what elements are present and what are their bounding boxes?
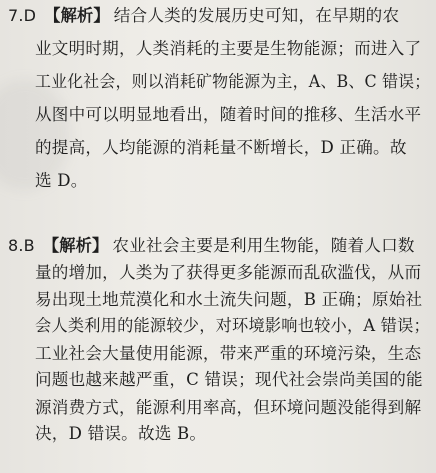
q8-line-3: 易出现土地荒漠化和水土流失问题，B 正确；原始社 bbox=[35, 290, 423, 309]
q7-number: 7.D bbox=[8, 6, 37, 25]
q8-analysis-tag: 【解析】 bbox=[42, 236, 109, 255]
q8-line-5: 工业社会大量使用能源，带来严重的环境污染，生态 bbox=[35, 344, 422, 363]
q7-line-3: 工业化社会，则以消耗矿物能源为主，A、B、C 错误； bbox=[35, 72, 431, 91]
q7-text-1: 结合人类的发展历史可知，在早期的农 bbox=[113, 6, 400, 25]
q8-line-1 bbox=[8, 236, 415, 256]
q8-line-6: 问题也越来越严重，C 错误；现代社会崇尚美国的能 bbox=[35, 370, 423, 389]
q8-line-8: 决，D 错误。故选 B。 bbox=[35, 424, 207, 443]
q7-line-2: 业文明时期，人类消耗的主要是生物能源；而进入了 bbox=[35, 39, 422, 58]
q8-line-7: 源消费方式，能源利用率高，但环境问题没能得到解 bbox=[35, 398, 422, 417]
q7-line-5: 的提高，人均能源的消耗量不断增长，D 正确。故 bbox=[35, 138, 407, 157]
q7-analysis-tag: 【解析】 bbox=[44, 6, 110, 25]
q7-line-6: 选 D。 bbox=[35, 171, 88, 190]
q8-text-1: 农业社会主要是利用生物能，随着人口数 bbox=[112, 236, 415, 255]
q7-line-1 bbox=[8, 6, 399, 26]
q8-line-4: 会人类利用的能源较少，对环境影响也较小，A 错误； bbox=[35, 316, 430, 335]
q8-line-2: 量的增加，人类为了获得更多能源而乱砍滥伐，从而 bbox=[35, 263, 422, 282]
q8-number: 8.B bbox=[8, 236, 35, 255]
q7-line-4: 从图中可以明显地看出，随着时间的推移、生活水平 bbox=[35, 105, 422, 124]
